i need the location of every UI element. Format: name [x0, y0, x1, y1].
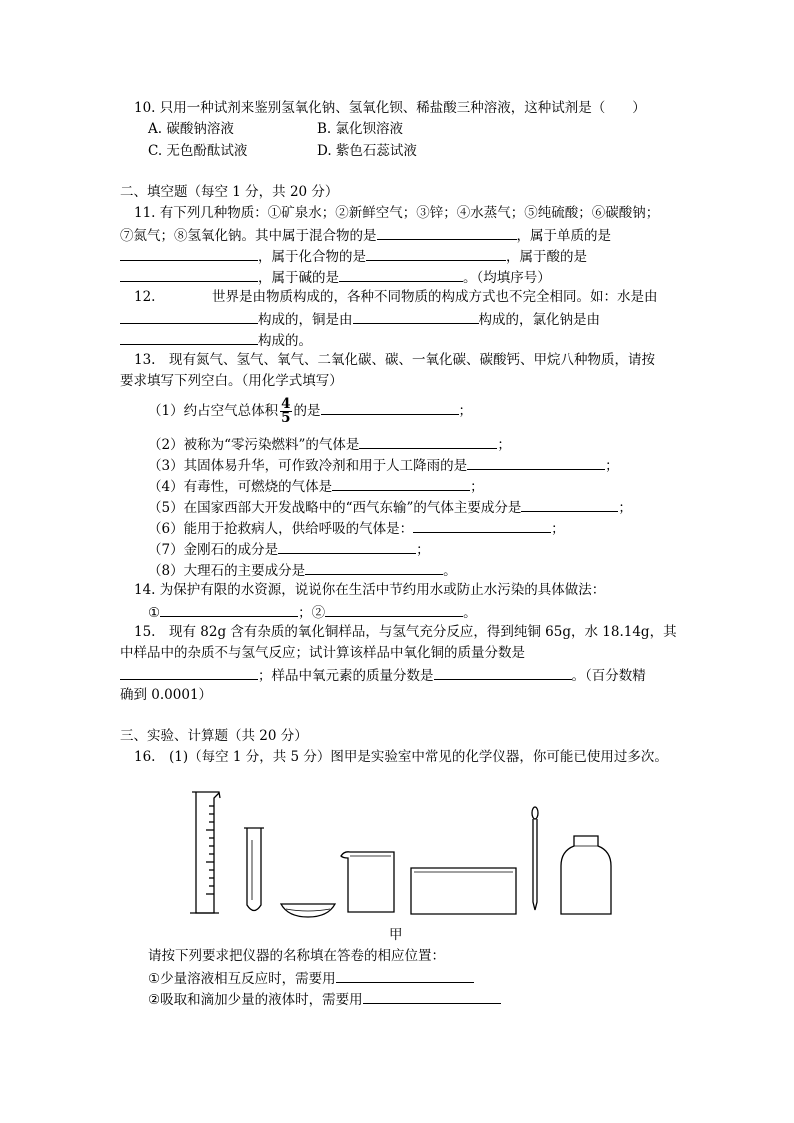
q12-line3 — [120, 330, 312, 350]
q11-text: ，属于酸的是 — [506, 249, 587, 265]
q14-text: 。 — [463, 605, 477, 621]
q13-text: ； — [470, 479, 484, 495]
section2-title: 二、填空题（每空 1 分，共 20 分） — [120, 184, 339, 200]
q10-option-c: C. 无色酚酞试液 — [148, 143, 248, 159]
q15-blank-oxygen[interactable] — [434, 665, 572, 680]
q13-item5 — [148, 497, 632, 517]
q13-item1 — [148, 398, 472, 425]
q13-text: ； — [551, 521, 565, 537]
q11-line4 — [120, 267, 551, 287]
q16-item2 — [148, 989, 501, 1009]
q13-text: ； — [497, 437, 511, 453]
q13-text: （2）被称为“零污染燃料”的气体是 — [148, 437, 360, 453]
q15-text: 。（百分数精 — [571, 668, 646, 684]
q13-text: （5）在国家西部大开发战略中的“西气东输”的气体主要成分是 — [148, 500, 522, 516]
q11-text: 。（均填序号） — [463, 270, 551, 286]
q15-blank-cuo[interactable] — [120, 665, 258, 680]
q13-item2 — [148, 434, 511, 454]
evaporating-dish-icon — [281, 904, 335, 917]
q15-line2: 中样品中的杂质不与氢气反应；试计算该样品中氧化铜的质量分数是 — [120, 645, 525, 661]
q14-blank-1[interactable] — [160, 602, 298, 617]
q13-text: （3）其固体易升华，可作致冷剂和用于人工降雨的是 — [148, 458, 468, 474]
section3-title: 三、实验、计算题（共 20 分） — [120, 728, 308, 744]
fraction-denominator: 5 — [281, 410, 291, 426]
q13-blank-4[interactable] — [332, 476, 470, 491]
q13-text: （6）能用于抢救病人，供给呼吸的气体是： — [148, 521, 414, 537]
q10-option-d: D. 紫色石蕊试液 — [317, 143, 417, 159]
q12-text: 构成的。 — [258, 333, 312, 349]
q15-text: ；样品中氧元素的质量分数是 — [258, 668, 434, 684]
q11-text: ，属于单质的是 — [516, 228, 611, 244]
q13-item6 — [148, 518, 565, 538]
q12-blank-copper[interactable] — [353, 309, 479, 324]
q10-option-a: A. 碳酸钠溶液 — [148, 121, 234, 137]
q12-blank-nacl[interactable] — [120, 330, 258, 345]
q11-blank-acid[interactable] — [120, 267, 258, 282]
q12-number: 12. — [134, 289, 156, 305]
q11-line3 — [120, 246, 587, 266]
q13-item3 — [148, 455, 619, 475]
q14-text: ① — [148, 605, 161, 621]
q11-blank-compound[interactable] — [366, 246, 506, 261]
q13-text: ； — [605, 458, 619, 474]
q16-blank-2[interactable] — [363, 989, 501, 1004]
q10-stem: 10. 只用一种试剂来鉴别氢氧化钠、氢氧化钡、稀盐酸三种溶液，这种试剂是（ ） — [134, 100, 646, 116]
q13-text: 。 — [443, 563, 457, 579]
q14-text: ；② — [298, 605, 326, 621]
q16-line2: 请按下列要求把仪器的名称填在答卷的相应位置： — [148, 948, 445, 964]
q14-blank-2[interactable] — [325, 602, 463, 617]
q11-line1: 11. 有下列几种物质：①矿泉水；②新鲜空气；③锌；④水蒸气；⑤纯硫酸；⑥碳酸钠； — [134, 205, 660, 221]
beaker-icon — [341, 852, 394, 912]
q13-blank-6[interactable] — [413, 518, 551, 533]
q13-blank-7[interactable] — [278, 539, 416, 554]
q12-text: 构成的，氯化钠是由 — [478, 312, 600, 328]
q15-line4: 确到 0.0001） — [120, 687, 213, 703]
q11-blank-element[interactable] — [120, 246, 258, 261]
fraction-four-fifths — [280, 398, 291, 425]
q13-blank-8[interactable] — [305, 560, 443, 575]
q12-blank-water[interactable] — [120, 309, 258, 324]
test-tube-icon — [244, 828, 264, 911]
fraction-numerator: 4 — [281, 396, 291, 412]
q11-text: ，属于化合物的是 — [258, 249, 366, 265]
trough-icon — [411, 868, 516, 914]
q14-line1: 14. 为保护有限的水资源，说说你在生活中节约用水或防止水污染的具体做法： — [134, 582, 606, 598]
q13-text: ； — [416, 542, 430, 558]
q11-text: ⑦氮气；⑧氢氧化钠。其中属于混合物的是 — [120, 228, 377, 244]
q12-text: 构成的，铜是由 — [258, 312, 353, 328]
q13-line2: 要求填写下列空白。（用化学式填写） — [120, 373, 343, 389]
q14-line2 — [148, 602, 477, 622]
dropper-icon — [532, 807, 538, 910]
q13-blank-2[interactable] — [359, 434, 497, 449]
q10-option-b: B. 氯化钡溶液 — [317, 121, 404, 137]
q13-text: 的是 — [293, 403, 321, 419]
q16-text: ②吸取和滴加少量的液体时，需要用 — [148, 992, 363, 1008]
q13-line1: 13. 现有氮气、氢气、氧气、二氧化碳、碳、一氧化碳、碳酸钙、甲烷八种物质，请按 — [134, 352, 655, 368]
figure-label: 甲 — [389, 927, 403, 943]
q13-text: ； — [618, 500, 632, 516]
q13-item8 — [148, 560, 457, 580]
q11-text: ，属于碱的是 — [258, 270, 339, 286]
q13-text: ； — [458, 403, 472, 419]
q11-line2 — [120, 225, 611, 245]
q16-text: ①少量溶液相互反应时，需要用 — [148, 971, 336, 987]
q16-item1 — [148, 968, 474, 988]
q11-blank-base[interactable] — [339, 267, 463, 282]
q15-line3 — [120, 665, 646, 685]
reagent-bottle-icon — [561, 836, 611, 914]
q13-text: （7）金刚石的成分是 — [148, 542, 279, 558]
q12-line2 — [120, 309, 600, 329]
q13-item7 — [148, 539, 430, 559]
graduated-cylinder-icon — [190, 792, 220, 913]
q13-item4 — [148, 476, 484, 496]
q11-blank-mixture[interactable] — [377, 225, 517, 240]
q13-text: （8）大理石的主要成分是 — [148, 563, 306, 579]
q16-blank-1[interactable] — [336, 968, 474, 983]
q13-blank-3[interactable] — [467, 455, 605, 470]
q13-blank-1[interactable] — [321, 400, 459, 415]
q13-text: （4）有毒性，可燃烧的气体是 — [148, 479, 333, 495]
q13-blank-5[interactable] — [521, 497, 618, 512]
q15-line1: 15. 现有 82g 含有杂质的氧化铜样品，与氢气充分反应，得到纯铜 65g，水 18.14g，其 — [134, 624, 677, 640]
q16-line1: 16. (1)（每空 1 分，共 5 分）图甲是实验室中常见的化学仪器，你可能已使用过多次。 — [134, 749, 668, 765]
q12-line1: 世界是由物质构成的，各种不同物质的构成方式也不完全相同。如：水是由 — [212, 289, 658, 305]
q13-text: （1）约占空气总体积 — [148, 403, 279, 419]
